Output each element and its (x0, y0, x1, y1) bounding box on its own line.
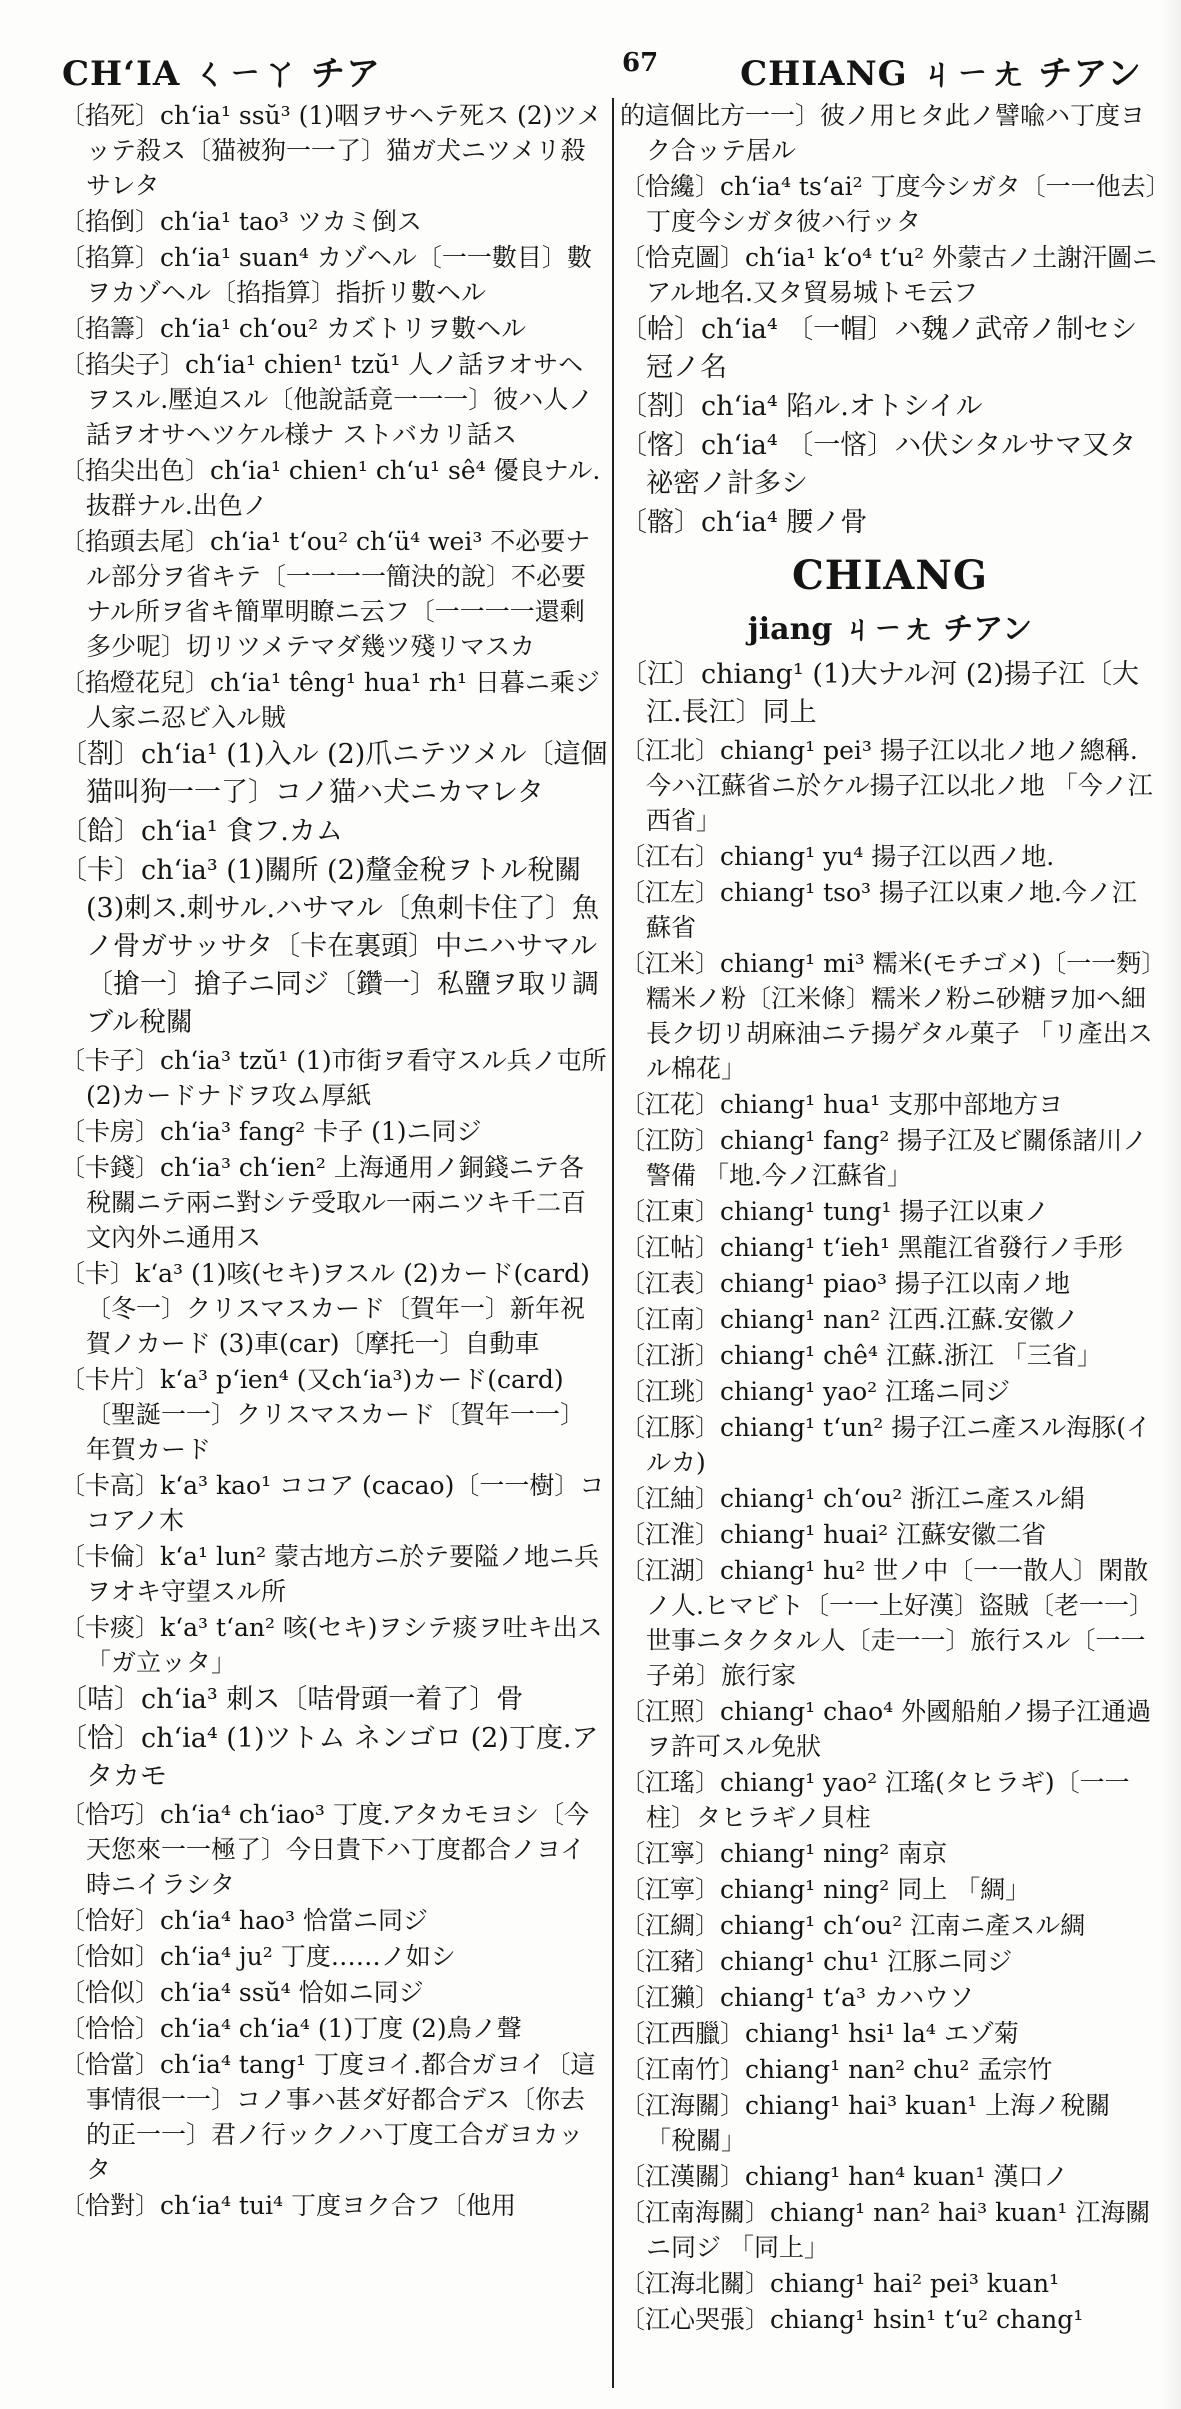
dictionary-entry: 〔掐頭去尾〕chʻia¹ tʻou² chʻü⁴ wei³ 不必要ナル部分ヲ省キテ〔一一一一簡決的說〕不必要ナル所ヲ省キ簡單明瞭ニ云フ〔一一一一還剩多少呢〕切リツメテマダ幾ツ殘リマスカ (60, 527, 591, 661)
dictionary-entry: 〔恰巧〕chʻia⁴ chʻiao³ 丁度.アタカモヨシ〔今天您來一一極了〕今日貴下ハ丁度都合ノヨイ時ニイラシタ (60, 1800, 590, 1899)
dictionary-entry: 〔江海關〕chiang¹ hai³ kuan¹ 上海ノ稅關 「稅關」 (620, 2091, 1111, 2155)
dictionary-entry: 〔江海北關〕chiang¹ hai² pei³ kuan¹ (620, 2269, 1060, 2298)
dictionary-entry: 〔咭〕chʻia³ 刺ス〔咭骨頭一着了〕骨 (60, 1684, 524, 1715)
header-left-keyword: CHʻIA ㄑㄧㄚ チア (62, 54, 381, 94)
dictionary-entry: 〔江湖〕chiang¹ hu² 世ノ中〔一一散人〕閑散ノ人.ヒマビト〔一一上好漢〕盜賊〔老一一〕世事ニタクタル人〔走一一〕旅行スル〔一一子弟〕旅行家 (620, 1556, 1154, 1690)
dictionary-entry: 〔江〕chiang¹ (1)大ナル河 (2)揚子江〔大江.長江〕同上 (620, 659, 1140, 728)
dictionary-entry: 〔掐尖出色〕chʻia¹ chien¹ chʻu¹ sê⁴ 優良ナル.抜群ナル.出色ノ (60, 456, 601, 520)
dictionary-entry: 〔恰似〕chʻia⁴ ssŭ⁴ 恰如ニ同ジ (60, 1978, 424, 2007)
dictionary-entry: 〔江左〕chiang¹ tso³ 揚子江以東ノ地.今ノ江蘇省 (620, 878, 1137, 942)
dictionary-entry: 〔江浙〕chiang¹ chê⁴ 江蘇.浙江 「三省」 (620, 1341, 1102, 1370)
dictionary-entry: 〔江北〕chiang¹ pei³ 揚子江以北ノ地ノ總稱.今ハ江蘇省ニ於ケル揚子江以北ノ地 「今ノ江西省」 (620, 736, 1153, 835)
dictionary-entry: 〔恰纔〕chʻia⁴ tsʻai² 丁度今シガタ〔一一他去〕丁度今シガタ彼ハ行ッタ (620, 172, 1159, 236)
dictionary-entry: 〔江寕〕chiang¹ ning² 同上 「綢」 (620, 1875, 1031, 1904)
dictionary-entry: 〔恰克圖〕chʻia¹ kʻo⁴ tʻu² 外蒙古ノ土謝汗圖ニアル地名.又タ貿易城トモ云フ (620, 243, 1158, 307)
dictionary-entry: 〔江南〕chiang¹ nan² 江西.江蘇.安徽ノ (620, 1305, 1080, 1334)
header-right-keyword: CHIANG ㄐㄧㄤ チアン (740, 54, 1142, 94)
dictionary-entry: 〔恰好〕chʻia⁴ hao³ 恰當ニ同ジ (60, 1906, 428, 1935)
dictionary-entry: 〔江豬〕chiang¹ chu¹ 江豚ニ同ジ (620, 1947, 1013, 1976)
page-edge-shadow (1161, 0, 1181, 2409)
dictionary-entry: 〔餄〕chʻia¹ 食フ.カム (60, 816, 343, 847)
dictionary-entry: 〔髂〕chʻia⁴ 腰ノ骨 (620, 507, 868, 538)
dictionary-entry: 〔江珧〕chiang¹ yao² 江瑤ニ同ジ (620, 1377, 1011, 1406)
dictionary-entry: 〔江表〕chiang¹ piao³ 揚子江以南ノ地 (620, 1269, 1071, 1298)
dictionary-entry: 〔江紬〕chiang¹ chʻou² 浙江ニ產スル絹 (620, 1484, 1086, 1513)
dictionary-entry: 〔卡錢〕chʻia³ chʻien² 上海通用ノ銅錢ニテ各稅關ニテ兩ニ對シテ受取ル一兩ニツキ千二百文內外ニ通用ス (60, 1153, 587, 1252)
dictionary-entry: 〔卡高〕kʻa³ kao¹ ココア (cacao)〔一一樹〕ココアノ木 (60, 1471, 605, 1535)
left-column (60, 98, 608, 2388)
dictionary-entry: 〔恰當〕chʻia⁴ tang¹ 丁度ヨイ.都合ガヨイ〔這事情很一一〕コノ事ハ甚ダ好都合デス〔你去的正一一〕君ノ行ックノハ丁度工合ガヨカッタ (60, 2050, 596, 2184)
dictionary-entry: 〔掐死〕chʻia¹ ssŭ³ (1)咽ヲサヘテ死ス (2)ツメッテ殺ス〔猫被狗一一了〕猫ガ犬ニツメリ殺サレタ (60, 101, 602, 200)
page-header (62, 36, 1142, 96)
dictionary-entry: 〔掐倒〕chʻia¹ tao³ ツカミ倒ス (60, 207, 422, 236)
section-heading: CHIANG (791, 552, 989, 599)
dictionary-entry: 〔剳〕chʻia¹ (1)入ル (2)爪ニテツメル〔這個猫叫狗一一了〕コノ猫ハ犬ニカマレタ (60, 739, 608, 808)
page-number: 67 (622, 48, 659, 78)
dictionary-entry: 〔江獺〕chiang¹ tʻa³ カハウソ (620, 1983, 974, 2012)
dictionary-entry: 〔剳〕chʻia⁴ 陷ル.オトシイル (620, 391, 983, 422)
dictionary-entry: 〔江東〕chiang¹ tung¹ 揚子江以東ノ (620, 1197, 1050, 1226)
dictionary-entry: 〔卡倫〕kʻa¹ lun² 蒙古地方ニ於テ要隘ノ地ニ兵ヲオキ守望スル所 (60, 1542, 600, 1606)
dictionary-entry: 〔江防〕chiang¹ fang² 揚子江及ビ關係諸川ノ警備 「地.今ノ江蘇省」 (620, 1126, 1148, 1190)
dictionary-entry: 〔江照〕chiang¹ chao⁴ 外國船舶ノ揚子江通過ヲ許可スル免狀 (620, 1697, 1152, 1761)
dictionary-entry: 〔掐籌〕chʻia¹ chʻou² カズトリヲ數ヘル (60, 314, 527, 343)
dictionary-entry: 〔江綢〕chiang¹ chʻou² 江南ニ產スル綢 (620, 1911, 1086, 1940)
dictionary-entry: 〔江漢關〕chiang¹ han⁴ kuan¹ 漢口ノ (620, 2162, 1069, 2191)
dictionary-entry: 〔江豚〕chiang¹ tʻun² 揚子江ニ產スル海豚(イルカ) (620, 1413, 1151, 1477)
dictionary-entry: 〔江右〕chiang¹ yu⁴ 揚子江以西ノ地. (620, 842, 1055, 871)
dictionary-entry: 〔卡房〕chʻia³ fang² 卡子 (1)ニ同ジ (60, 1117, 482, 1146)
dictionary-entry: 〔江帖〕chiang¹ tʻieh¹ 黑龍江省發行ノ手形 (620, 1233, 1123, 1262)
dictionary-entry: 〔江南竹〕chiang¹ nan² chu² 孟宗竹 (620, 2055, 1053, 2084)
right-column (620, 98, 1160, 2388)
dictionary-entry: 〔恰對〕chʻia⁴ tui⁴ 丁度ヨク合フ〔他用 (60, 2191, 517, 2220)
dictionary-entry: 〔恰如〕chʻia⁴ ju² 丁度……ノ如シ (60, 1942, 456, 1971)
dictionary-entry: 〔卡〕kʻa³ (1)咳(セキ)ヲスル (2)カード(card)〔冬一〕クリスマスカード〔賀年一〕新年祝賀ノカード (3)車(car)〔摩托一〕自動車 (60, 1259, 590, 1358)
dictionary-entry: 〔卡片〕kʻa³ pʻien⁴ (又chʻia³)カード(card)〔聖誕一一〕クリスマスカード〔賀年一一〕年賀カード (60, 1365, 586, 1464)
dictionary-entry: 〔掐算〕chʻia¹ suan⁴ カゾヘル〔一一數目〕數ヲカゾヘル〔掐指算〕指折リ數ヘル (60, 243, 592, 307)
section-subheading: jiang ㄐㄧㄤ チアン (747, 612, 1033, 647)
dictionary-entry: 〔掐燈花兒〕chʻia¹ têng¹ hua¹ rh¹ 日暮ニ乘ジ人家ニ忍ビ入ル賊 (60, 668, 600, 732)
dictionary-entry: 〔愘〕chʻia⁴ 〔一悋〕ハ伏シタルサマ又タ祕密ノ計多シ (620, 430, 1137, 499)
dictionary-entry: 〔江寧〕chiang¹ ning² 南京 (620, 1839, 948, 1868)
dictionary-entry: 〔卡子〕chʻia³ tzŭ¹ (1)市街ヲ看守スル兵ノ屯所 (2)カードナドヲ攻ム厚紙 (60, 1046, 607, 1110)
dictionary-entry: 〔卡痰〕kʻa³ tʻan² 咳(セキ)ヲシテ痰ヲ吐キ出ス 「ガ立ッタ」 (60, 1613, 603, 1677)
dictionary-entry: 〔江西臘〕chiang¹ hsi¹ la⁴ エゾ菊 (620, 2019, 1019, 2048)
dictionary-entry: 〔恰〕chʻia⁴ (1)ツトム ネンゴロ (2)丁度.アタカモ (60, 1723, 599, 1792)
dictionary-entry: 〔掐尖子〕chʻia¹ chien¹ tzŭ¹ 人ノ話ヲオサヘヲスル.壓迫スル〔他說話竟一一一〕彼ハ人ノ話ヲオサヘツケル様ナ ストバカリ話ス (60, 350, 594, 449)
dictionary-entry: 〔江心哭張〕chiang¹ hsin¹ tʻu² chang¹ (620, 2305, 1084, 2334)
dictionary-entry: 〔江瑤〕chiang¹ yao² 江瑤(タヒラギ)〔一一柱〕タヒラギノ貝柱 (620, 1768, 1130, 1832)
dictionary-entry: 〔帢〕chʻia⁴ 〔一帽〕ハ魏ノ武帝ノ制セシ冠ノ名 (620, 314, 1138, 383)
dictionary-entry: 〔江花〕chiang¹ hua¹ 支那中部地方ヨ (620, 1090, 1064, 1119)
dictionary-entry: 的這個比方一一〕彼ノ用ヒタ此ノ譬喩ハ丁度ヨク合ッテ居ル (620, 101, 1146, 165)
dictionary-entry: 〔江淮〕chiang¹ huai² 江蘇安徽二省 (620, 1520, 1047, 1549)
column-divider (612, 98, 614, 2388)
dictionary-entry: 〔恰恰〕chʻia⁴ chʻia⁴ (1)丁度 (2)鳥ノ聲 (60, 2014, 522, 2043)
dictionary-entry: 〔江米〕chiang¹ mi³ 糯米(モチゴメ)〔一一麪〕糯米ノ粉〔江米條〕糯米ノ粉ニ砂糖ヲ加ヘ細長ク切リ胡麻油ニテ揚ゲタル菓子 「リ產出スル棉花」 (620, 949, 1154, 1083)
dictionary-entry: 〔江南海關〕chiang¹ nan² hai³ kuan¹ 江海關ニ同ジ 「同上」 (620, 2198, 1151, 2262)
dictionary-entry: 〔卡〕chʻia³ (1)關所 (2)釐金稅ヲトル稅關 (3)刺ス.刺サル.ハサマル〔魚刺卡住了〕魚ノ骨ガサッサタ〔卡在裏頭〕中ニハサマル 〔搶一〕搶子ニ同ジ〔鑽一〕私鹽ヲ取リ調ブル稅關 (60, 855, 600, 1038)
